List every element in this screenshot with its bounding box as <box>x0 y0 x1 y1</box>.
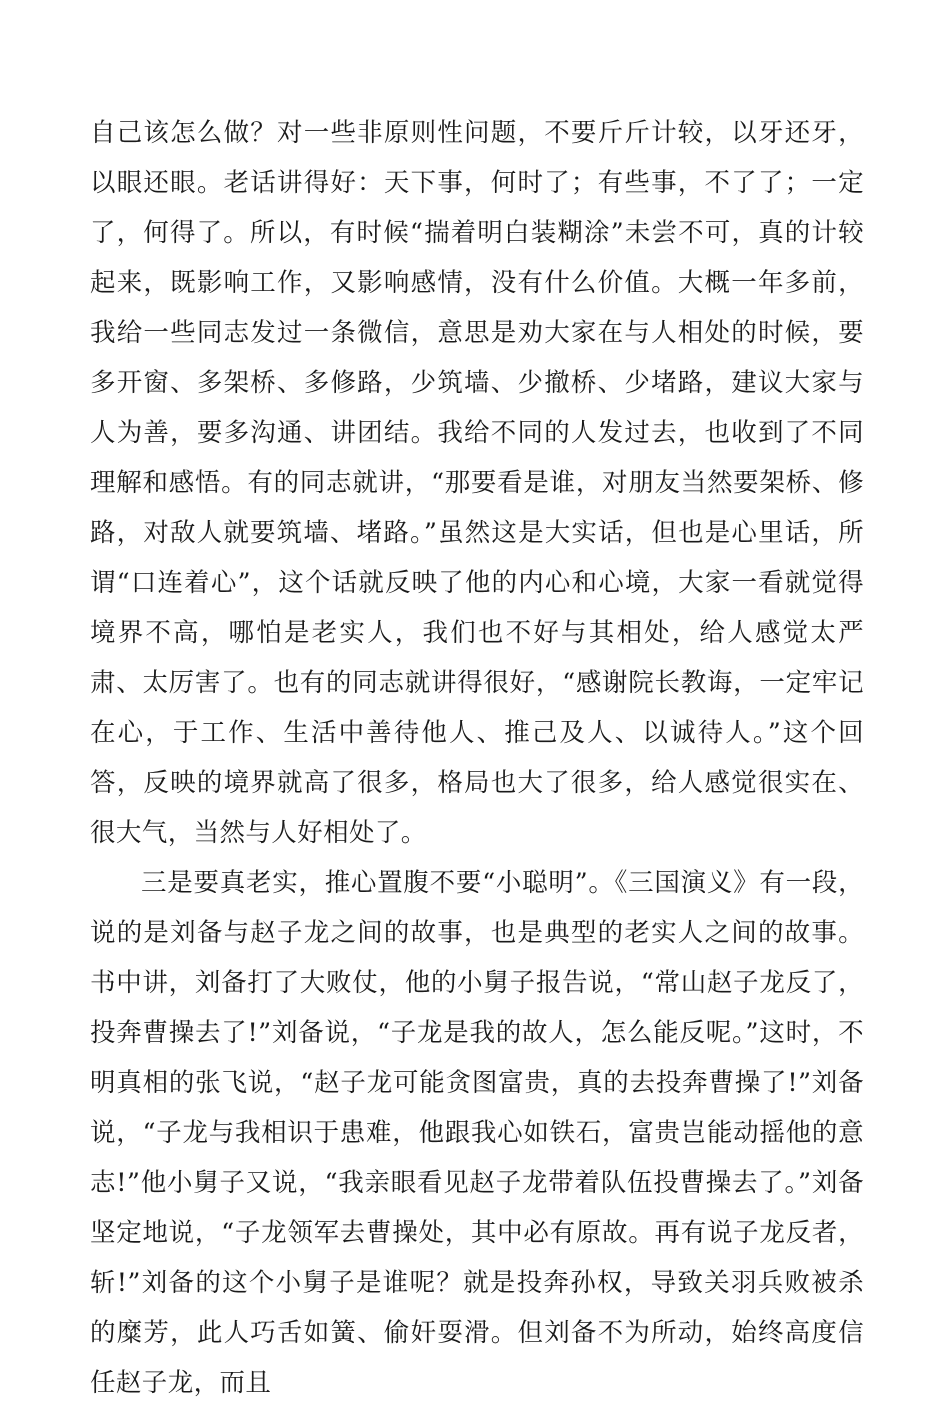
paragraph-2: 三是要真老实，推心置腹不要“小聪明”。《三国演义》有一段，说的是刘备与赵子龙之间的故事，也是典型的老实人之间的故事。书中讲，刘备打了大败仗，他的小舅子报告说，“常山赵子龙反了，投奔曹操去了!”刘备说，“子龙是我的故人，怎么能反呢。”这时，不明真相的张飞说，“赵子龙可能贪图富贵，真的去投奔曹操了!”刘备说，“子龙与我相识于患难，他跟我心如铁石，富贵岂能动摇他的意志!”他小舅子又说，“我亲眼看见赵子龙带着队伍投曹操去了。”刘备坚定地说，“子龙领军去曹操处，其中必有原故。再有说子龙反者，斩!”刘备的这个小舅子是谁呢？就是投奔孙权，导致关羽兵败被杀的糜芳，此人巧舌如簧、偷奸耍滑。但刘备不为所动，始终高度信任赵子龙，而且 <box>90 868 864 1398</box>
paragraph-1: 自己该怎么做？对一些非原则性问题，不要斤斤计较，以牙还牙，以眼还眼。老话讲得好：天下事，何时了；有些事，不了了；一定了，何得了。所以，有时候“揣着明白装糊涂”未尝不可，真的计较起来，既影响工作，又影响感情，没有什么价值。大概一年多前，我给一些同志发过一条微信，意思是劝大家在与人相处的时候，要多开窗、多架桥、多修路，少筑墙、少撤桥、少堵路，建议大家与人为善，要多沟通、讲团结。我给不同的人发过去，也收到了不同理解和感悟。有的同志就讲，“那要看是谁，对朋友当然要架桥、修路，对敌人就要筑墙、堵路。”虽然这是大实话，但也是心里话，所谓“口连着心”，这个话就反映了他的内心和心境，大家一看就觉得境界不高，哪怕是老实人，我们也不好与其相处，给人感觉太严肃、太厉害了。也有的同志就讲得很好，“感谢院长教诲，一定牢记在心，于工作、生活中善待他人、推己及人、以诚待人。”这个回答，反映的境界就高了很多，格局也大了很多，给人感觉很实在、很大气，当然与人好相处了。 <box>90 118 864 848</box>
document-body <box>90 108 864 1408</box>
